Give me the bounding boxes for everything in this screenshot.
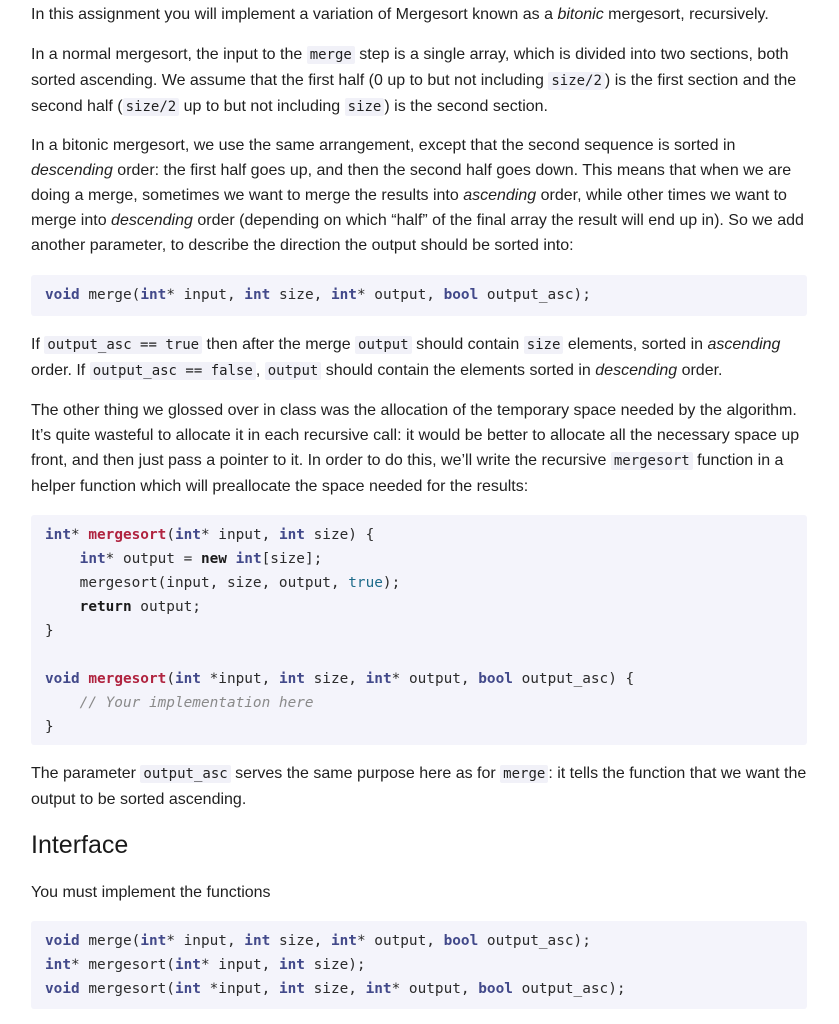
merge-signature-code: void merge(int* input, int size, int* output, bool output_asc); bbox=[31, 275, 807, 316]
bitonic-paragraph: In a bitonic mergesort, we use the same arrangement, except that the second sequence is sorted in descending order: the first half goes up, and then the second half goes down. This means that when we are doing a merge, sometimes we want to merge the results into ascending order, while other times we want to merge into descending order (depending on which “half” of the final array the result will end up in). So we add another parameter, to describe the direction the output should be sorted into: bbox=[31, 137, 804, 254]
mergesort-helper-code: int* mergesort(int* input, int size) { int* output = new int[size]; mergesort(input, size, output, true); return output; } void mergesort(int *input, int size, int* output, bool output_asc) { // Your implementation here } bbox=[31, 515, 807, 745]
interface-lead: You must implement the functions bbox=[31, 884, 271, 901]
interface-code: void merge(int* input, int size, int* output, bool output_asc); int* mergesort(int* input, int size); void mergesort(int *input, int size, int* output, bool output_asc); bbox=[31, 921, 807, 1009]
output-asc-paragraph: If output_asc == true then after the merge output should contain size elements, sorted in ascending order. If output_asc == false , output should contain the elements sorted in descending order. bbox=[31, 336, 781, 379]
parameter-paragraph: The parameter output_asc serves the same purpose here as for merge : it tells the function that we want the output to be sorted ascending. bbox=[31, 765, 807, 808]
interface-heading: Interface bbox=[31, 831, 129, 859]
normal-mergesort-paragraph: In a normal mergesort, the input to the merge step is a single array, which is divided into two sections, both sorted ascending. We assume that the first half (0 up to but not including size/2 ) is the first section and the second half ( size/2 up to but not including size ) is the second section. bbox=[31, 46, 797, 115]
intro-paragraph: In this assignment you will implement a variation of Mergesort known as a bitonic mergesort, recursively. bbox=[31, 6, 769, 23]
allocation-paragraph: The other thing we glossed over in class was the allocation of the temporary space needed by the algorithm. It’s quite wasteful to allocate it in each recursive call: it would be better to allocate all the necessary space up front, and then just pass a pointer to it. In order to do this, we’ll write the recursive mergesort function in a helper function which will preallocate the space needed for the results: bbox=[31, 402, 800, 495]
